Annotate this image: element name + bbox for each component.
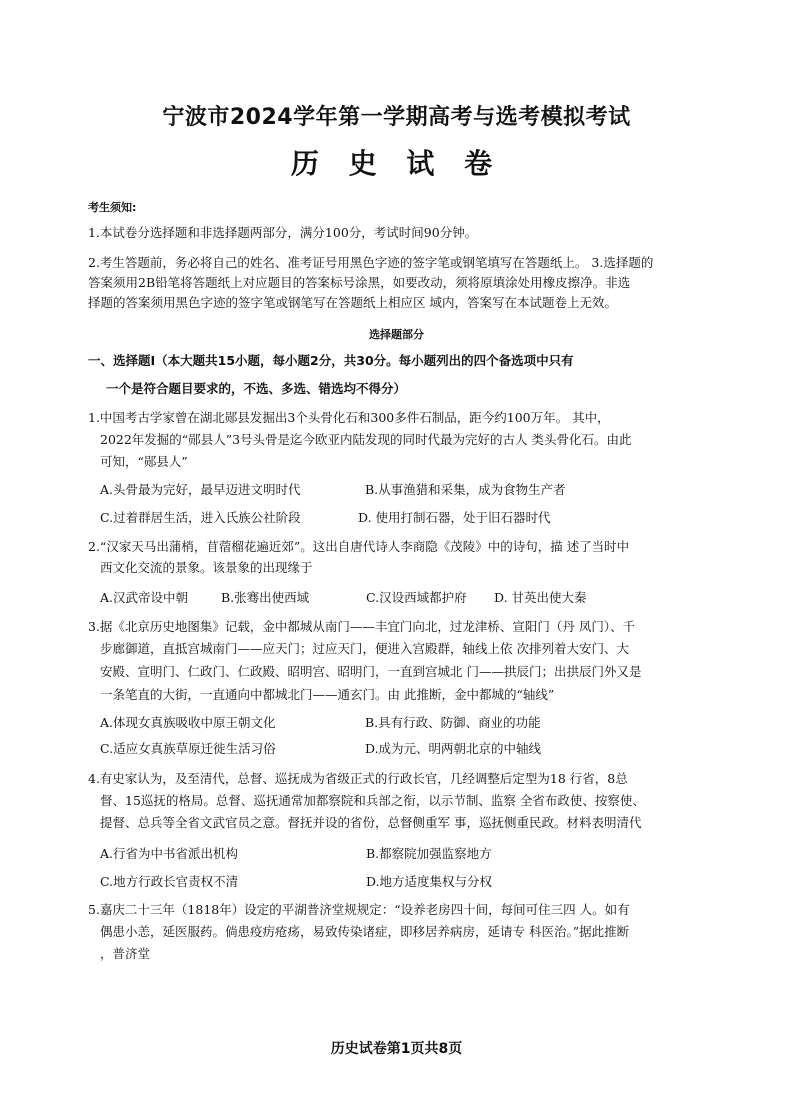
section-heading-line-2: 一个是符合题目要求的，不选、多选、错选均不得分）	[106, 381, 407, 396]
page-footer: 历史试卷第1页共8页	[330, 1041, 463, 1057]
question-4-option-a: A.行省为中书省派出机构	[100, 846, 239, 861]
question-2-line-1: 2.“汉家天马出蒲梢，苜蓿榴花遍近郊”。这出自唐代诗人李商隐《茂陵》中的诗句，描 述了当时中	[88, 539, 630, 554]
notice-item-2-line-1: 2.考生答题前，务必将自己的姓名、准考证号用黑色字迹的签字笔或钢笔填写在答题纸上。 3.选择题的	[88, 255, 654, 270]
notice-item-1: 1.本试卷分选择题和非选择题两部分，满分100分，考试时间90分钟。	[88, 225, 478, 240]
question-1-option-c: C.过着群居生活，进入氏族公社阶段	[100, 510, 301, 525]
question-1-option-d: D. 使用打制石器，处于旧石器时代	[358, 510, 551, 525]
notice-item-2-line-2: 答案须用2B铅笔将答题纸上对应题目的答案标号涂黑，如要改动，须将原填涂处用橡皮擦净。非选	[88, 275, 631, 290]
question-1-option-a: A.头骨最为完好，最早迈进文明时代	[100, 482, 301, 497]
question-3-option-c: C.适应女真族草原迁徙生活习俗	[100, 741, 276, 756]
notice-item-2-line-3: 择题的答案须用黑色字迹的签字笔或钢笔写在答题纸上相应区 域内，答案写在本试题卷上无效。	[88, 295, 617, 310]
question-1-line-3: 可知，“郧县人”	[100, 454, 188, 469]
question-2-line-2: 西文化交流的景象。该景象的出现缘于	[100, 560, 313, 575]
question-4-line-1: 4.有史家认为，及至清代，总督、巡抚成为省级正式的行政长官，几经调整后定型为18 行省，8总	[88, 771, 628, 786]
question-2-option-d: D. 甘英出使大秦	[494, 590, 587, 605]
section-heading-line-1: 一、选择题I（本大题共15小题，每小题2分，共30分。每小题列出的四个备选项中只有	[88, 353, 574, 368]
question-3-line-4: 一条笔直的大街，一直通向中都城北门——通玄门。由 此推断，金中都城的“轴线”	[100, 687, 555, 702]
exam-subject: 历 史 试 卷	[290, 147, 503, 180]
question-4-option-c: C.地方行政长官责权不清	[100, 874, 239, 889]
question-4-line-2: 督、15巡抚的格局。总督、巡抚通常加都察院和兵部之衔，以示节制、监察 全省布政使、按察使、	[100, 793, 645, 808]
question-4-option-d: D.地方适度集权与分权	[366, 874, 493, 889]
question-3-option-a: A.体现女真族吸收中原王朝文化	[100, 715, 276, 730]
question-2-option-c: C.汉设西域都护府	[366, 590, 467, 605]
question-3-line-3: 安殿、宣明门、仁政门、仁政殿、昭明宫、昭明门，一直到宫城北 门——拱辰门；出拱辰门外又是	[100, 664, 642, 679]
question-3-option-b: B.具有行政、防御、商业的功能	[365, 715, 541, 730]
question-4-line-3: 提督、总兵等全省文武官员之意。督抚并设的省份，总督侧重军 事，巡抚侧重民政。材料表明清代	[100, 815, 642, 830]
question-3-option-d: D.成为元、明两朝北京的中轴线	[365, 741, 542, 756]
question-5-line-3: ，普济堂	[100, 946, 151, 961]
question-2-option-a: A.汉武帝设中朝	[100, 590, 189, 605]
notice-heading: 考生须知:	[88, 201, 137, 214]
question-3-line-2: 步廊御道，直抵宫城南门——应天门；过应天门，便进入宫殿群，轴线上依 次排列着大安门、大	[100, 641, 629, 656]
question-4-option-b: B.都察院加强监察地方	[366, 846, 492, 861]
question-5-line-1: 5.嘉庆二十三年（1818年）设定的平湖普济堂规规定：“设养老房四十间，每间可住三四 人。如有	[88, 902, 630, 917]
question-3-line-1: 3.据《北京历史地图集》记载，金中都城从南门——丰宜门向北，过龙津桥、宣阳门（丹 凤门）、千	[88, 619, 636, 634]
question-1-option-b: B.从事渔猎和采集，成为食物生产者	[365, 482, 566, 497]
question-1-line-2: 2022年发掘的“郧县人”3号头骨是迄今欧亚内陆发现的同时代最为完好的古人 类头骨化石。由此	[100, 432, 632, 447]
exam-title: 宁波市2024学年第一学期高考与选考模拟考试	[162, 105, 631, 130]
question-5-line-2: 偶患小恙，延医服药。倘患疫疠疮疡，易致传染诸症，即移居养病房，延请专 科医治。”据此推断	[100, 924, 630, 939]
question-1-line-1: 1.中国考古学家曾在湖北郧县发掘出3个头骨化石和300多件石制品，距今约100万年。 其中，	[88, 410, 610, 425]
section-label: 选择题部分	[369, 328, 424, 341]
question-2-option-b: B.张骞出使西域	[221, 590, 310, 605]
